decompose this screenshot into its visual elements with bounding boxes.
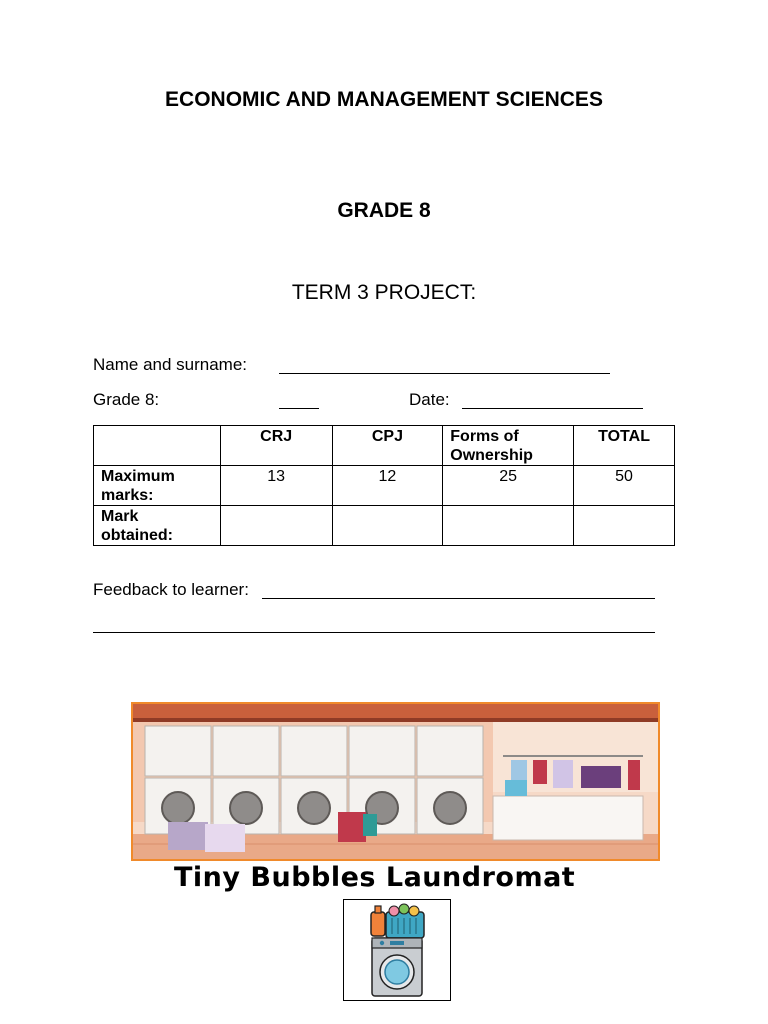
laundromat-interior-icon	[133, 704, 658, 859]
table-cell: 13	[220, 466, 332, 506]
table-header-cell: Forms of Ownership	[443, 426, 574, 466]
table-row	[94, 466, 675, 506]
project-title: TERM 3 PROJECT:	[291, 281, 477, 304]
grade-label: Grade 8:	[93, 390, 160, 409]
table-cell[interactable]	[220, 506, 332, 546]
table-header-row	[94, 426, 675, 466]
date-field-line[interactable]	[462, 408, 643, 409]
table-cell[interactable]	[443, 506, 574, 546]
table-row	[94, 506, 675, 546]
table-cell: 50	[574, 466, 675, 506]
name-field-line[interactable]	[279, 373, 610, 374]
logo-frame	[343, 899, 451, 1001]
marks-table	[93, 425, 675, 546]
feedback-label: Feedback to learner:	[93, 580, 249, 599]
subject-title: ECONOMIC AND MANAGEMENT SCIENCES	[165, 88, 603, 111]
feedback-line-1[interactable]	[262, 598, 655, 599]
table-cell: 12	[332, 466, 443, 506]
table-header-cell	[94, 426, 221, 466]
laundromat-banner-image	[131, 702, 660, 861]
table-header-cell: CRJ	[220, 426, 332, 466]
table-header-cell: CPJ	[332, 426, 443, 466]
grade-title: GRADE 8	[337, 199, 431, 222]
row-label: Maximum marks:	[94, 466, 221, 506]
brand-name: Tiny Bubbles Laundromat	[174, 862, 576, 893]
feedback-line-2[interactable]	[93, 632, 655, 633]
washing-machine-icon	[344, 900, 450, 1000]
table-cell[interactable]	[574, 506, 675, 546]
date-label: Date:	[409, 390, 450, 409]
row-label: Mark obtained:	[94, 506, 221, 546]
name-label: Name and surname:	[93, 355, 248, 374]
table-cell[interactable]	[332, 506, 443, 546]
table-header-cell: TOTAL	[574, 426, 675, 466]
table-cell: 25	[443, 466, 574, 506]
grade-field-line[interactable]	[279, 408, 319, 409]
